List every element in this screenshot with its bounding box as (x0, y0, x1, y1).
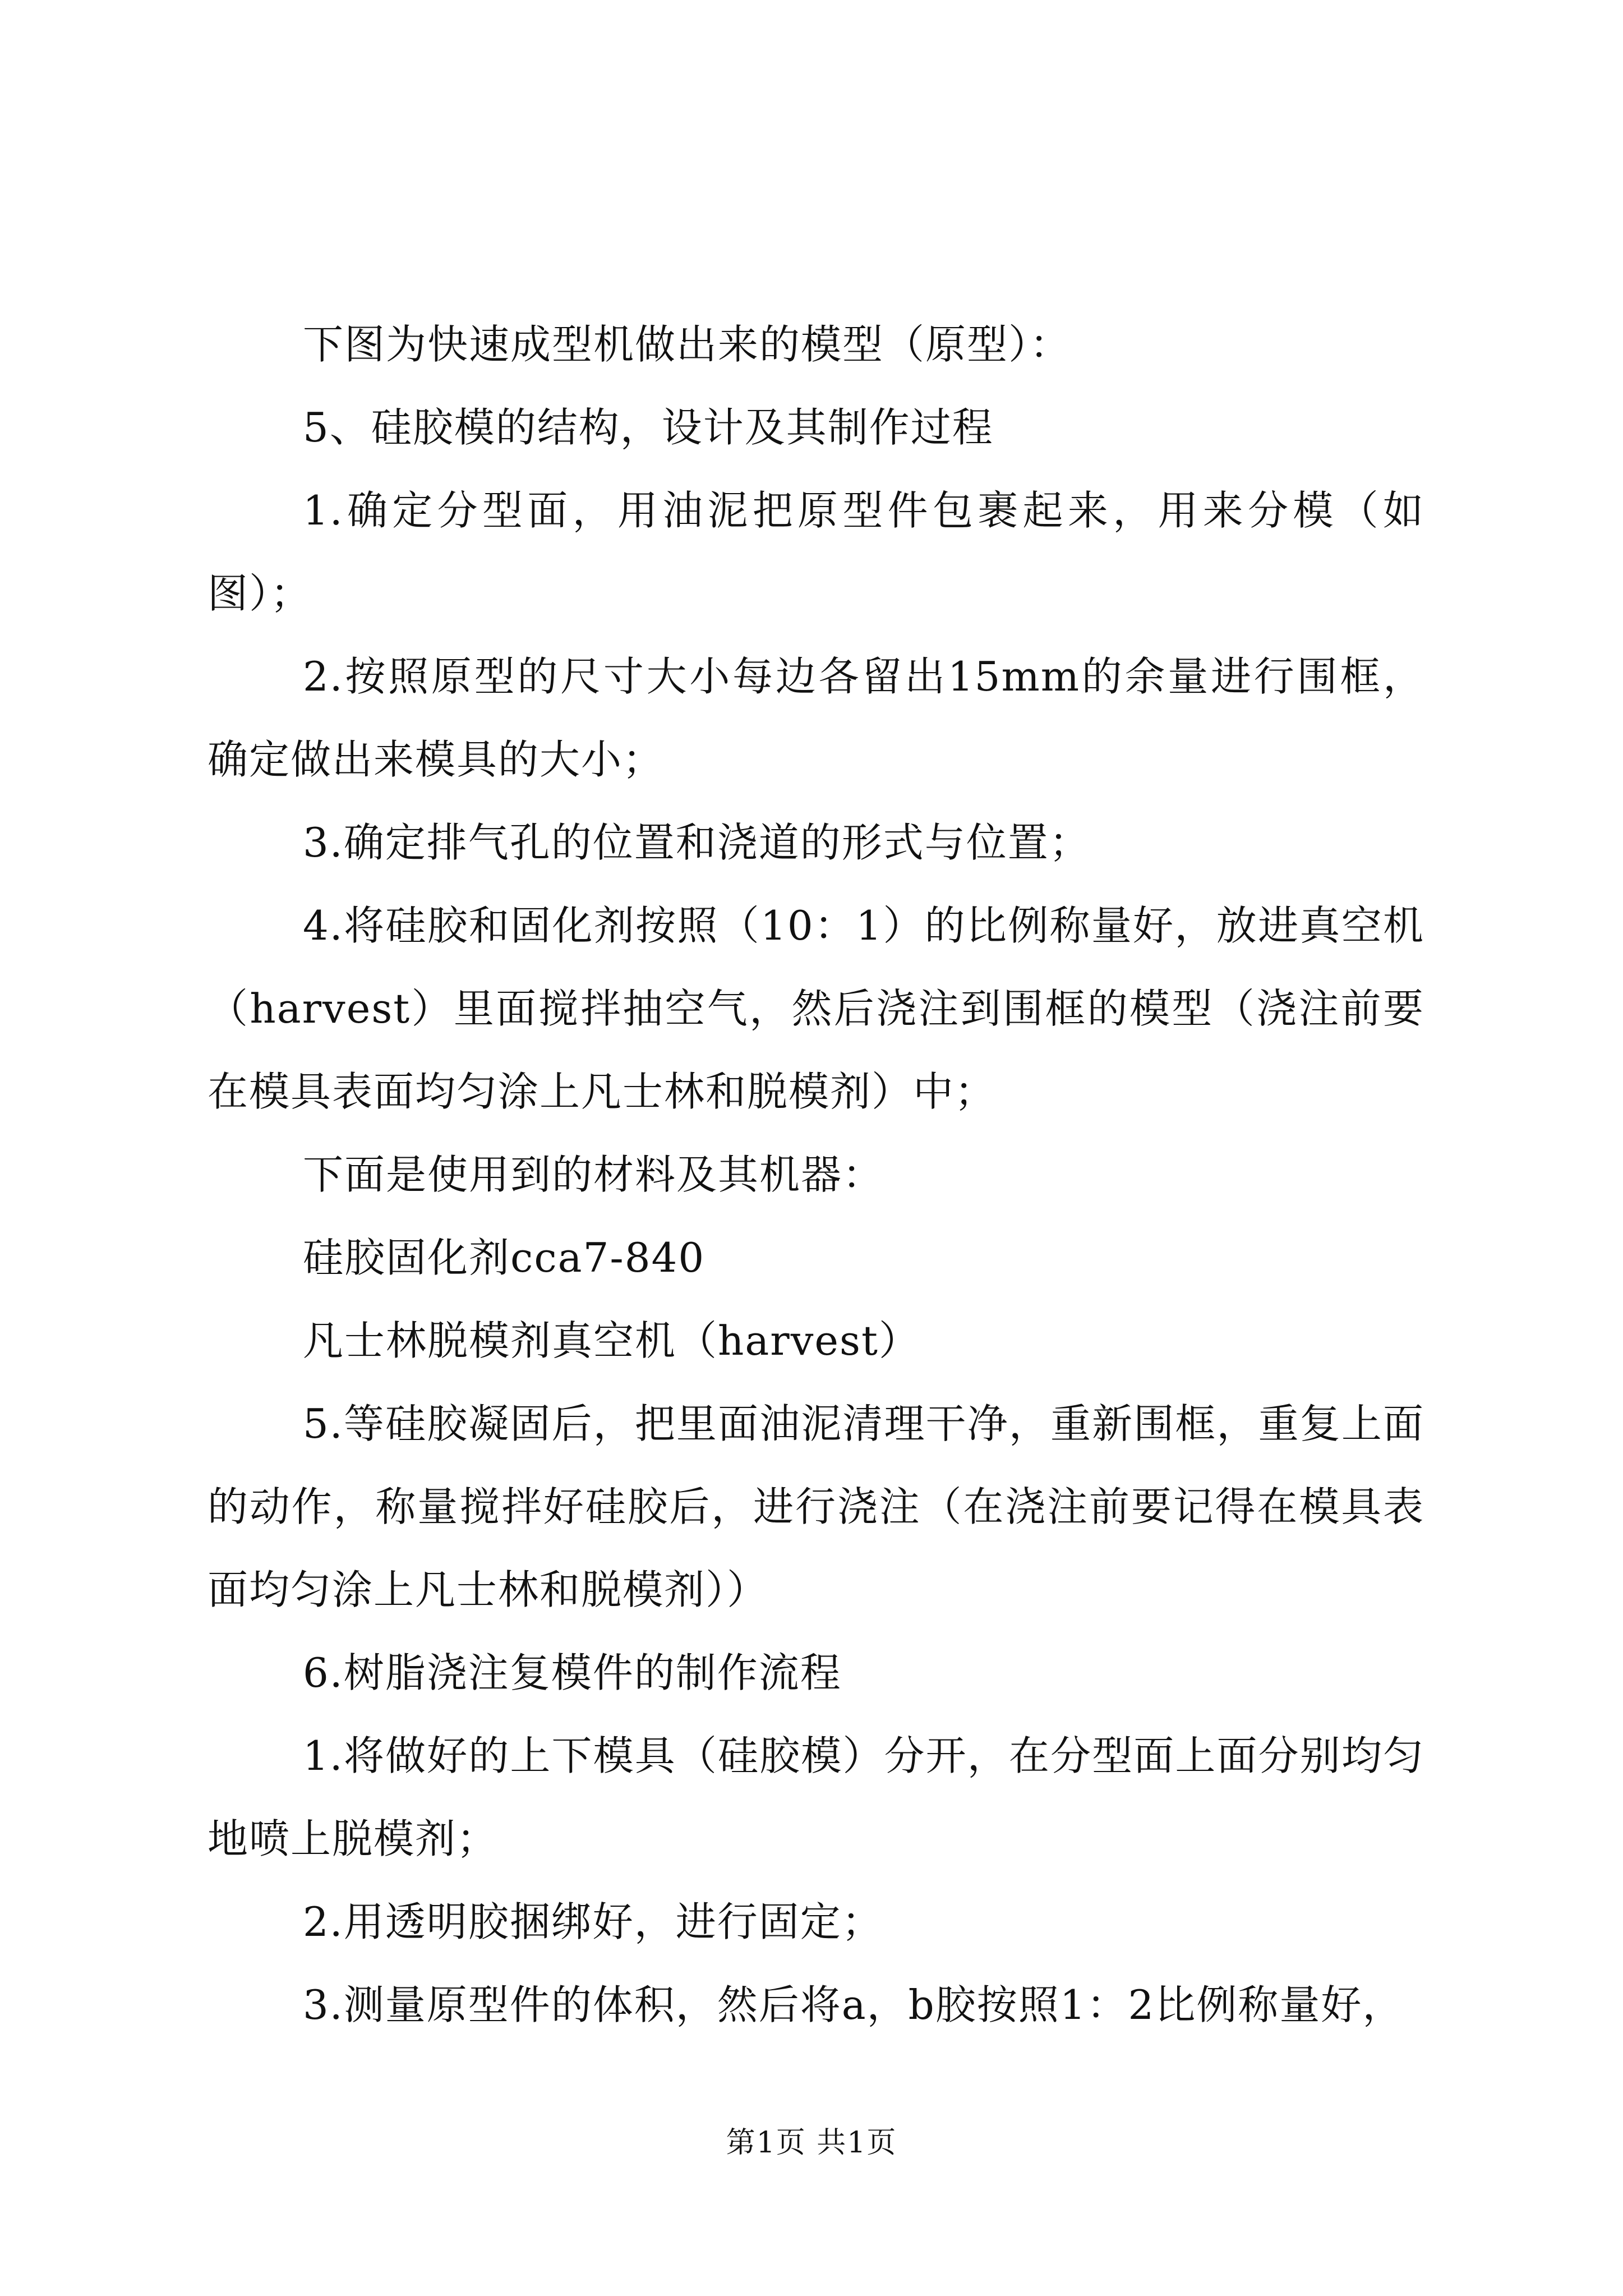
step-mix-pour: 4.将硅胶和固化剂按照（10：1）的比例称量好，放进真空机（harvest）里面搅拌抽空气，然后浇注到围框的模型（浇注前要在模具表面均匀涂上凡士林和脱模剂）中； (208, 902, 1424, 1115)
paragraph-intro: 下图为快速成型机做出来的模型（原型）： (303, 321, 1072, 368)
page-footer: 第1页 共1页 (726, 2126, 897, 2160)
step-separate-molds: 1.将做好的上下模具（硅胶模）分开，在分型面上面分别均匀地喷上脱模剂； (208, 1732, 1424, 1862)
step-vent-gate: 3.确定排气孔的位置和浇道的形式与位置； (303, 819, 1091, 866)
material-line-1: 硅胶固化剂cca7-840 (303, 1234, 706, 1281)
document-body (208, 303, 1424, 2046)
step-repeat-pour: 5.等硅胶凝固后，把里面油泥清理干净，重新围框，重复上面的动作，称量搅拌好硅胶后，进行浇注（在浇注前要记得在模具表面均匀涂上凡士林和脱模剂）） (208, 1400, 1424, 1613)
section-heading-silicone-mold: 5、硅胶模的结构，设计及其制作过程 (303, 404, 994, 451)
step-measure-volume: 3.测量原型件的体积，然后将a，b胶按照1：2比例称量好， (303, 1981, 1404, 2028)
step-parting-surface: 1.确定分型面，用油泥把原型件包裹起来，用来分模（如图）； (208, 487, 1424, 617)
section-heading-resin-casting: 6.树脂浇注复模件的制作流程 (303, 1649, 842, 1696)
materials-intro: 下面是使用到的材料及其机器： (303, 1151, 884, 1198)
step-frame-size: 2.按照原型的尺寸大小每边各留出15mm的余量进行围框，确定做出来模具的大小； (208, 653, 1424, 783)
step-tape-fix: 2.用透明胶捆绑好，进行固定； (303, 1898, 883, 1945)
material-line-2: 凡士林脱模剂真空机（harvest） (303, 1317, 920, 1364)
